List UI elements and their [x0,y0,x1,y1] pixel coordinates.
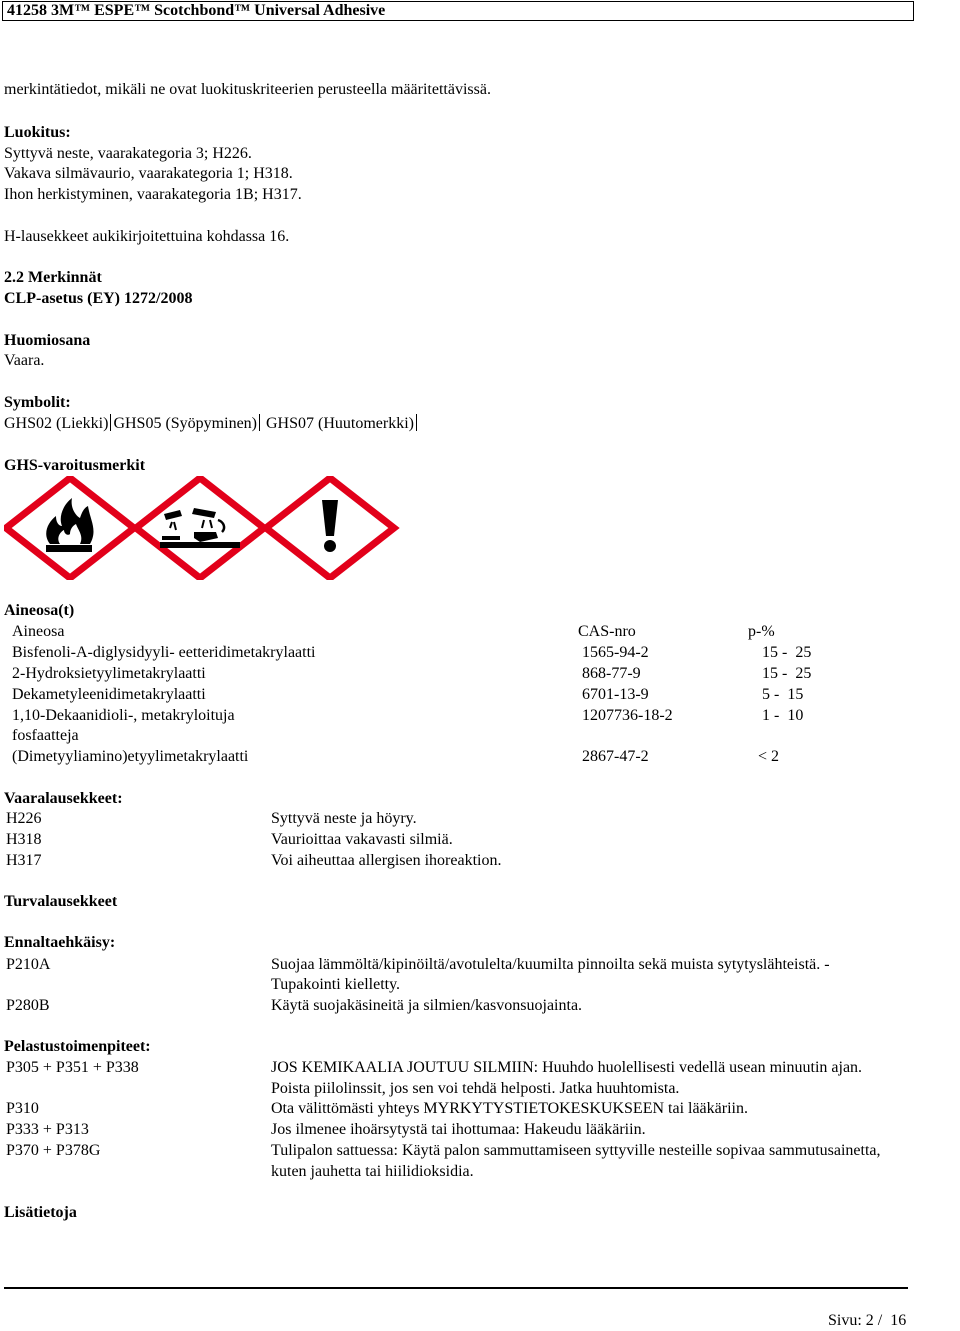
ingredient-percent: 5 - 15 [762,686,804,703]
hazard-heading: Vaaralausekkeet: [4,790,123,807]
ingredient-name: 2-Hydroksietyylimetakrylaatti [12,665,206,682]
ingredient-name: Dekametyleenidimetakrylaatti [12,686,206,703]
pictograms-heading: GHS-varoitusmerkit [4,457,146,474]
precaution-text: JOS KEMIKAALIA JOUTUU SILMIIN: Huuhdo huolellisesti vedellä usean minuutin ajan. [271,1059,863,1076]
column-header-cas: CAS-nro [578,623,636,640]
page-number [828,1311,906,1331]
page-separator: / [877,1312,883,1329]
precaution-text: Tulipalon sattuessa: Käytä palon sammuttamiseen syttyville nesteille sopivaa sammutusainetta, [271,1142,881,1159]
precaution-code: P310 [6,1100,39,1117]
classification-line: Vakava silmävaurio, vaarakategoria 1; H318. [4,165,293,182]
precaution-text: kuten jauhetta tai hiilidioksidia. [271,1163,474,1180]
ingredient-percent: 15 - 25 [762,644,812,661]
ingredient-percent: < 2 [758,748,780,765]
ingredient-cas: 1565-94-2 [582,644,649,661]
precaution-code: P280B [6,997,50,1014]
exclamation-icon [266,478,394,578]
classification-line: Syttyvä neste, vaarakategoria 3; H226. [4,145,252,162]
precaution-code: P305 + P351 + P338 [6,1059,139,1076]
ingredient-name: Bisfenoli-A-diglysidyyli- eetteridimetakrylaatti [12,644,316,661]
hazard-code: H317 [6,852,42,869]
prevention-heading: Ennaltaehkäisy: [4,934,116,951]
separator [110,414,111,431]
intro-text: merkintätiedot, mikäli ne ovat luokituskriteerien perusteella määritettävissä. [4,81,491,98]
current-page: 2 [865,1312,874,1329]
classification-heading: Luokitus: [4,124,71,141]
precaution-heading: Turvalausekkeet [4,893,118,910]
hazard-code: H226 [6,810,42,827]
column-header-percent: p-% [748,623,775,640]
symbols-heading: Symbolit: [4,394,71,411]
symbol-item: GHS02 (Liekki) [4,415,109,432]
precaution-text: Jos ilmenee ihoärsytystä tai ihottumaa: Hakeudu lääkäriin. [271,1121,646,1138]
ingredient-percent: 15 - 25 [762,665,812,682]
precaution-text: Tupakointi kielletty. [271,976,401,993]
ingredient-percent: 1 - 10 [762,707,804,724]
signal-word: Vaara. [4,352,45,369]
separator [259,414,260,431]
hazard-text: Voi aiheuttaa allergisen ihoreaktion. [271,852,502,869]
symbol-item: GHS07 (Huutomerkki) [266,415,414,432]
precaution-text: Poista piilolinssit, jos sen voi tehdä helposti. Jatka huuhtomista. [271,1080,680,1097]
ingredient-name: (Dimetyyliamino)etyylimetakrylaatti [12,748,249,765]
hazard-code: H318 [6,831,42,848]
precaution-code: P370 + P378G [6,1142,101,1159]
response-heading: Pelastustoimenpiteet: [4,1038,151,1055]
ingredient-name-continued: fosfaatteja [12,727,79,744]
corrosion-icon [136,478,264,578]
ingredient-cas: 1207736-18-2 [582,707,673,724]
ingredient-name: 1,10-Dekaanidioli-, metakryloituja [12,707,235,724]
flame-icon [6,478,134,578]
footer-divider [4,1287,908,1289]
ghs-pictograms [4,476,520,580]
ingredient-cas: 868-77-9 [582,665,641,682]
classification-note: H-lausekkeet aukikirjoitettuina kohdassa 16. [4,228,290,245]
ingredient-cas: 6701-13-9 [582,686,649,703]
ingredient-cas: 2867-47-2 [582,748,649,765]
precaution-text: Ota välittömästi yhteys MYRKYTYSTIETOKESKUKSEEN tai lääkäriin. [271,1100,748,1117]
precaution-code: P210A [6,956,51,973]
section-heading-labelling: 2.2 Merkinnät [4,269,102,286]
hazard-text: Syttyvä neste ja höyry. [271,810,417,827]
precaution-text: Käytä suojakäsineitä ja silmien/kasvonsuojainta. [271,997,583,1014]
total-pages: 16 [890,1312,907,1329]
document-header: 41258 3M™ ESPE™ Scotchbond™ Universal Adhesive [2,1,914,21]
classification-line: Ihon herkistyminen, vaarakategoria 1B; H317. [4,186,302,203]
column-header-substance: Aineosa [12,623,65,640]
precaution-text: Suojaa lämmöltä/kipinöiltä/avotulelta/kuumilta pinnoilta sekä muista sytytyslähteistä. - [271,956,830,973]
precaution-code: P333 + P313 [6,1121,89,1138]
hazard-text: Vaurioittaa vakavasti silmiä. [271,831,453,848]
supplementary-heading: Lisätietoja [4,1204,77,1221]
separator [416,414,417,431]
symbols-list [4,414,419,434]
regulation-heading: CLP-asetus (EY) 1272/2008 [4,290,193,307]
ingredients-heading: Aineosa(t) [4,602,75,619]
symbol-item: GHS05 (Syöpyminen) [113,415,257,432]
signal-word-heading: Huomiosana [4,332,91,349]
page-label: Sivu: [828,1312,862,1329]
